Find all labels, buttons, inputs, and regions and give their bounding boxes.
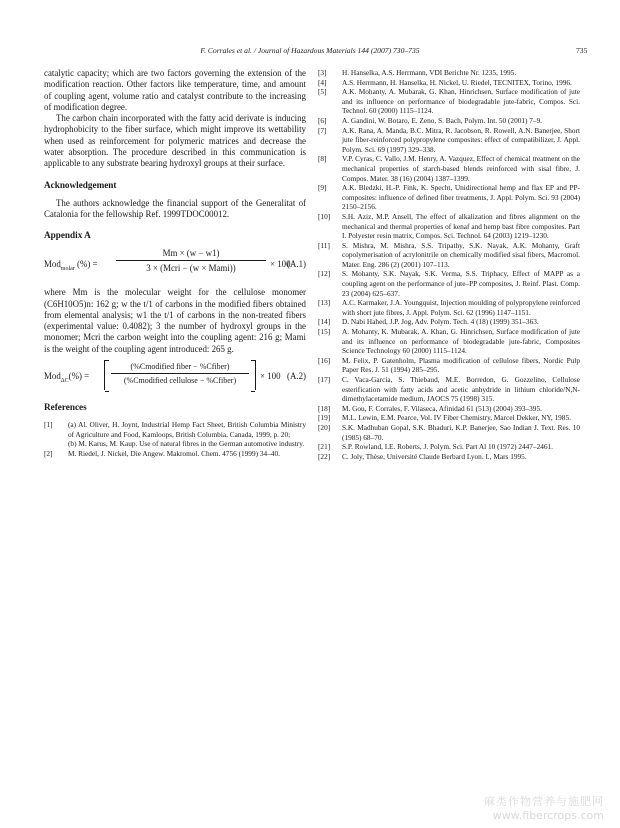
eq1-fraction [116, 248, 266, 273]
reference-text: S.P. Rowland, I.E. Roberts, J. Polym. Sci. Part Al 10 (1972) 2447–2461. [342, 442, 554, 452]
reference-text: A.K. Mohanty, A. Mubarak, G. Khan, Hinrichsen, Surface modification of jute and its influence on performance of biodegradable jute-fabric, Compos. Sci. Technol. 60 (2000) 1115–1124. [342, 87, 580, 116]
acknowledgement-heading: Acknowledgement [44, 179, 117, 190]
paragraph-continuation: catalytic capacity; which are two factors governing the extension of the modification reaction. Other factors like temperature, time, and amount of coupling agent, volume ratio and catalyst contribute to the increasing of modification degree. [44, 68, 306, 112]
reference-item [318, 212, 580, 241]
eq2-fraction [111, 362, 249, 385]
reference-text: A.C. Karmaker, J.A. Youngquist, Injection moulding of polypropylene reinforced with short jute fibres, J. Appl. Polym. Sci. 62 (1996) 1147–1151. [342, 298, 580, 317]
reference-item [318, 87, 580, 116]
reference-item [318, 375, 580, 404]
reference-number: [2] [44, 448, 53, 458]
reference-item [318, 442, 580, 452]
reference-number: [8] [318, 154, 327, 164]
reference-text: A.K. Rana, A. Manda, B.C. Mitra, R. Jacobson, R. Rowell, A.N. Banerjee, Short jute fiber-reinforced polypropylene composites: effect of compatibilizer, J. Appl. Polym. Sci. 69 (1997) 329–338. [342, 125, 580, 154]
reference-text: M. Riedel, J. Nickel, Die Angew. Makromol. Chem. 4756 (1999) 34–40. [68, 448, 280, 458]
reference-item [318, 298, 580, 317]
reference-text: A. Gandini, W. Botaro, E. Zeno, S. Bach, Polym. Int. 50 (2001) 7–9. [342, 115, 543, 125]
appendix-heading: Appendix A [44, 230, 91, 241]
eq1-denominator: 3 × (Mcri − (w × Mami)) [146, 263, 236, 274]
reference-number: [13] [318, 298, 331, 308]
reference-text: S. Mohanty, S.K. Nayak, S.K. Verma, S.S. Triphacy, Effect of MAPP as a coupling agent on the performance of jute–PP composites, J. Reinf. Plast. Comp. 23 (2004) 625–637. [342, 269, 580, 298]
reference-text: A. Mohanty, K. Mubarak, A. Khan, G. Hinrichsen, Surface modification of jute and its influence on performance of biodegradable jute-fabric, Composites Science Technology 60 (2000) 1115–1124. [342, 327, 580, 356]
reference-number: [20] [318, 422, 331, 432]
eq1-label: (A.1) [287, 259, 306, 270]
page-number: 735 [576, 46, 588, 55]
reference-item [318, 452, 580, 462]
reference-text: M. Gou, F. Corrales, F. Vilaseca, Afinidad 61 (513) (2004) 393–395. [342, 403, 542, 413]
reference-subentry: (b) M. Karus, M. Kaup. Use of natural fibres in the German automotive industry. [68, 439, 305, 449]
reference-text: (a) Al. Oliver, H. Joynt, Industrial Hemp Fact Sheet, British Columbia Ministry of Agriculture and Food, Kamloops, British Columbia, Canada, 1999, p. 20; [68, 420, 306, 439]
reference-text: S.H. Aziz, M.P. Ansell, The effect of alkalization and fibres alignment on the mechanical and thermal properties of kenaf and hemp bast fibre composites. Part I. Polyester resin matrix, Compos. Sci. Technol. 64 (2003) 1219–1230. [342, 211, 580, 241]
equation-a1 [44, 248, 306, 282]
reference-number: [3] [318, 68, 327, 77]
reference-item [318, 404, 580, 414]
reference-number: [4] [318, 77, 327, 87]
watermark-url: www.fibercrops.com [492, 809, 604, 822]
running-head: F. Corrales et al. / Journal of Hazardous Materials 144 (2007) 730–735 [200, 46, 420, 55]
reference-number: [1] [44, 420, 53, 430]
reference-item [318, 327, 580, 356]
reference-number: [6] [318, 115, 327, 125]
reference-number: [14] [318, 317, 331, 327]
acknowledgement-text: The authors acknowledge the financial support of the Generalitat of Catalonia for the fellowship Ref. 1999TDOC00012. [44, 197, 306, 219]
reference-item [318, 269, 580, 298]
eq2-lhs: Mod$_{\Delta C}$(%) = [44, 371, 90, 384]
reference-item [44, 449, 306, 459]
reference-number: [17] [318, 375, 331, 384]
eq2-bracket [104, 360, 256, 390]
reference-number: [10] [318, 211, 331, 221]
reference-number: [21] [318, 442, 331, 452]
reference-text: S.K. Madhuban Gopal, S.K. Bhaduri, K.P. Banerjee, Sao Indian J. Text. Res. 10 (1985) 68–70. [342, 422, 580, 442]
reference-item [318, 116, 580, 126]
eq1-multiplier: × 100 [270, 259, 291, 270]
site-watermark [444, 793, 604, 822]
eq2-multiplier: × 100 [260, 371, 281, 382]
reference-item [44, 420, 306, 449]
reference-text: A.K. Bledzki, H.-P. Fink, K. Specht, Unidirectional hemp and flax EP and PP-composites: influence of defined fiber treatments, J. Appl. Polym. Sci. 93 (2004) 2150–2156. [342, 183, 580, 212]
reference-text: C. Vaca-Garcia, S. Thiebaud, M.E. Borredon, G. Gozzelino, Cellulose esterification with fatty acids and acetic anhydride in lithium chloride/N,N-dimethylacetamide medium, JAOCS 75 (1998) 315. [342, 375, 580, 404]
eq1-lhs: Mod$_{molar}$ (%) = [44, 259, 98, 273]
reference-item [318, 423, 580, 442]
eq2-numerator: (%Cmodified fiber − %Cfiber) [111, 362, 249, 374]
left-column [44, 68, 306, 458]
reference-text: D. Nabi Hahed, J.P. Jog, Adv. Polym. Tech. 4 (18) (1999) 351–363. [342, 317, 539, 327]
reference-number: [9] [318, 183, 327, 193]
reference-text: M. Felix, P. Gatenholm, Plasma modification of cellulose fibers, Nordic Pulp Paper Res. J. 51 (1994) 285–295. [342, 355, 580, 375]
reference-number: [19] [318, 413, 331, 423]
reference-number: [16] [318, 355, 331, 365]
reference-text: V.P. Cyras, C. Vallo, J.M. Henry, A. Vazquez, Effect of chemical treatment on the mechanical properties of starch-based blends reinforced with sisal fibre, J. Compos. Mater. 38 (16) (2004) 1387–1399. [342, 154, 580, 183]
reference-item [318, 78, 580, 88]
eq2-denominator: (%Cmodified cellulose − %Cfiber) [123, 376, 237, 386]
watermark-title: 麻类作物营养与施肥网 [484, 795, 604, 808]
reference-number: [15] [318, 327, 331, 337]
reference-text: C. Joly, Thèse, Université Claude Berbard Lyon. I., Mars 1995. [342, 451, 527, 461]
reference-item [318, 68, 580, 78]
reference-item [318, 317, 580, 327]
reference-number: [12] [318, 269, 331, 279]
references-list-right [318, 68, 580, 461]
reference-number: [5] [318, 87, 327, 97]
reference-number: [11] [318, 240, 330, 250]
reference-item [318, 356, 580, 375]
right-column [318, 68, 580, 461]
equation-definitions: where Mm is the molecular weight for the cellulose monomer (C6H10O5)n: 162 g; w the t/1 of carbons in the modified fibers obtained from elemental analysis; w1 the t/1 of carbons in the non-treated fibers (experimental value: 0.4082); 3 the number of hydroxyl groups in the monomer; Mcri the carbon weight into the coupling agent: 216 g; Mami is the weight of the coupling agent introduced: 265 g. [44, 287, 306, 354]
references-list-left [44, 420, 306, 458]
reference-number: [22] [318, 451, 331, 461]
reference-text: H. Hanselka, A.S. Herrmann, VDI Berichte Nr. 1235, 1995. [342, 68, 517, 77]
reference-text: A.S. Herrmann, H. Hanselka, H. Nickel, U. Riedel, TECNITEX, Torino, 1996. [342, 77, 572, 87]
eq1-numerator: Mm × (w − w1) [116, 248, 266, 261]
references-heading: References [44, 402, 87, 413]
reference-item [318, 241, 580, 270]
reference-number: [7] [318, 125, 327, 135]
reference-number: [18] [318, 403, 331, 413]
paragraph-conclusion: The carbon chain incorporated with the fatty acid derivate is inducing hydrophobicity to the fiber surface, which might improve its wettability when used as reinforcement for polymeric matrices and decrease the water absorption. The procedure described in this communication is applicable to any substrate bearing hydroxyl groups at their surface. [44, 113, 306, 169]
reference-text: M.L. Lewin, E.M. Pearce, Vol. IV Fiber Chemistry, Marcel Dekker, NY, 1985. [342, 413, 571, 423]
reference-item [318, 154, 580, 183]
reference-item [318, 126, 580, 155]
reference-item [318, 413, 580, 423]
eq2-label: (A.2) [287, 371, 306, 382]
equation-a2 [44, 360, 306, 394]
reference-item [318, 183, 580, 212]
reference-text: S. Mishra, M. Mishra, S.S. Tripathy, S.K. Nayak, A.K. Mohanty, Graft copolymerisation of acrylonitrile on chemically modified sisal fibers, Macromol. Mater. Eng. 286 (2) (2001) 107–113. [342, 240, 580, 269]
